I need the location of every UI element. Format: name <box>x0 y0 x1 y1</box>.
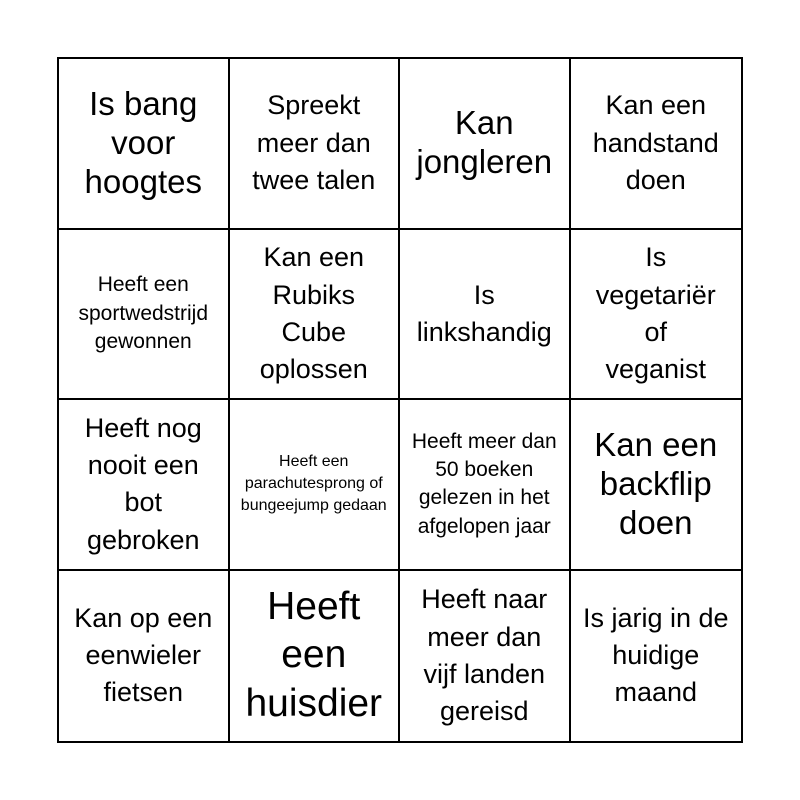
bingo-square-label: Is bang voor hoogtes <box>84 84 202 200</box>
bingo-square-label: Heeft nog nooit een bot gebroken <box>84 412 202 555</box>
bingo-square-label: Heeft naar meer dan vijf landen gereisd <box>421 584 548 726</box>
bingo-square-label: Kan op een eenwieler fietsen <box>74 602 213 708</box>
bingo-square[interactable] <box>59 571 230 742</box>
bingo-square[interactable] <box>59 230 230 401</box>
bingo-square-label: Is jarig in de huidige maand <box>582 602 729 708</box>
bingo-square[interactable] <box>571 230 742 401</box>
bingo-square-label: Heeft een sportwedstrijd gewonnen <box>78 273 209 353</box>
bingo-square[interactable] <box>571 400 742 571</box>
bingo-square[interactable] <box>59 400 230 571</box>
bingo-square[interactable] <box>230 400 401 571</box>
bingo-square[interactable] <box>230 59 401 230</box>
bingo-square-label: Kan jongleren <box>416 104 553 181</box>
bingo-square-label: Is vegetariër of veganist <box>595 242 716 384</box>
bingo-square-label: Heeft een parachutesprong of bungeejump gedaan <box>240 452 387 515</box>
bingo-square-label: Kan een backflip doen <box>594 425 718 541</box>
bingo-square-label: Kan een handstand doen <box>592 90 719 195</box>
bingo-square[interactable] <box>230 571 401 742</box>
bingo-square[interactable] <box>400 230 571 401</box>
bingo-square-label: Spreekt meer dan twee talen <box>252 90 376 195</box>
bingo-square[interactable] <box>230 230 401 401</box>
bingo-square[interactable] <box>571 59 742 230</box>
bingo-square[interactable] <box>571 571 742 742</box>
bingo-square-label: Heeft meer dan 50 boeken gelezen in het afgelopen jaar <box>411 429 557 538</box>
bingo-square-label: Kan een Rubiks Cube oplossen <box>259 242 368 384</box>
bingo-square-label: Heeft een huisdier <box>245 584 383 726</box>
bingo-square-label: Is linkshandig <box>416 279 552 347</box>
bingo-square[interactable] <box>59 59 230 230</box>
bingo-card <box>57 57 743 743</box>
bingo-square[interactable] <box>400 400 571 571</box>
bingo-square[interactable] <box>400 571 571 742</box>
bingo-square[interactable] <box>400 59 571 230</box>
